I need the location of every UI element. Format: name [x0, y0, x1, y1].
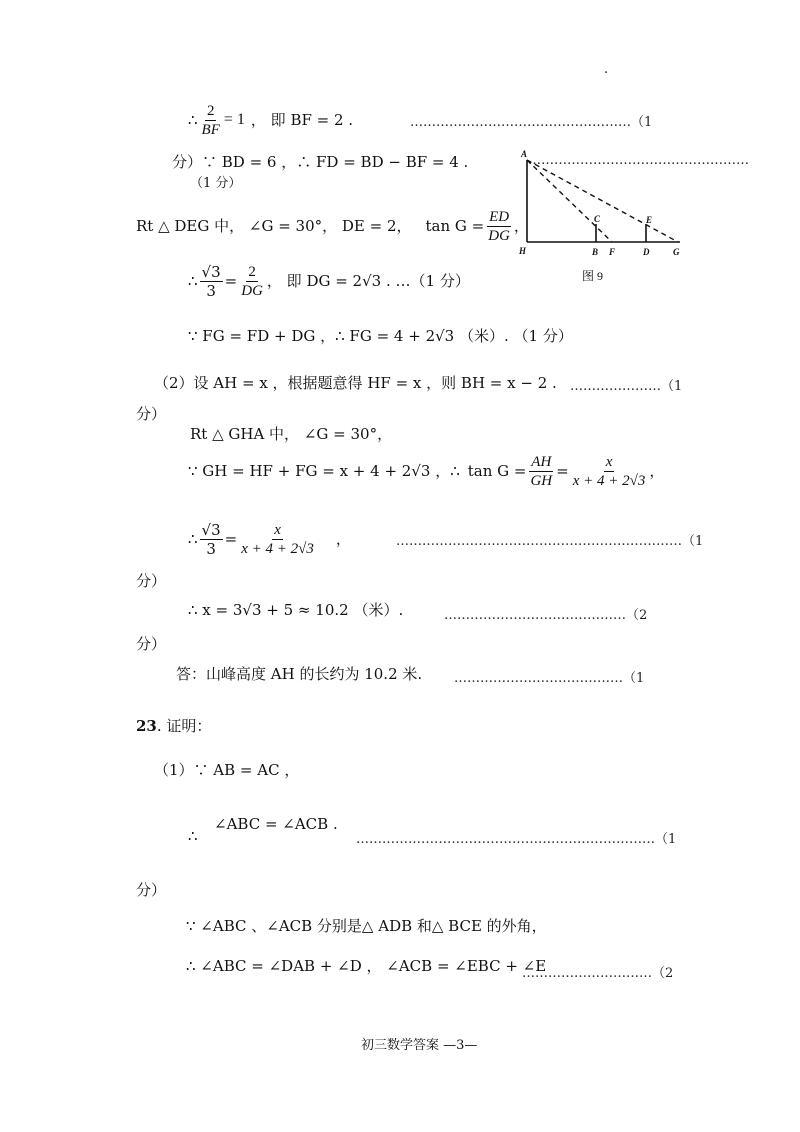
line-14: 分） [136, 635, 167, 653]
line-13: ∴ x = 3√3 + 5 ≈ 10.2 （米）. [188, 601, 404, 619]
line-4: Rt △ DEG 中， ∠G = 30°， DE = 2， tan G = $\frac{ED}{DG}$ ， [136, 208, 529, 244]
question-number: 23 [136, 717, 157, 735]
label-f: F [609, 247, 616, 257]
fraction-2-over-dg: $\frac{2}{DG}$ [241, 263, 263, 299]
label-d: D [643, 247, 650, 257]
label-h: H [519, 246, 527, 256]
fraction-sqrt3-over-3-b: $\frac{√3}{3}$ [201, 520, 221, 558]
line-20: ∵ ∠ABC 、∠ACB 分别是△ ADB 和△ BCE 的外角， [186, 917, 547, 935]
line-11: ∴ $\frac{√3}{3}$ = $\frac{x}{x + 4 + 2√3}$ ， [188, 520, 351, 558]
therefore-symbol: ∴ [188, 111, 198, 129]
line-10: ∵ GH = HF + FG = x + 4 + 2√3 ，∴ tan G = $\frac{AH}{GH}$ = $\frac{x}{x + 4 + 2√3}$ ， [188, 453, 665, 489]
line-16: 23. 证明： [136, 717, 212, 735]
score-leader-2: …………………………………………… [528, 153, 749, 168]
figure-caption: 图 9 [582, 269, 604, 283]
score-leader-21: …………………………（2 [522, 966, 674, 981]
fraction-x-over-sum: $\frac{x}{x + 4 + 2√3}$ [572, 453, 646, 489]
line-15: 答：山峰高度 AH 的长约为 10.2 米. [176, 665, 423, 683]
sight-line-af [527, 160, 612, 242]
line-18: ∠ABC = ∠ACB . [214, 815, 338, 833]
fraction-ah-over-gh: $\frac{AH}{GH}$ [530, 453, 553, 489]
line-3-score: （1 分） [190, 176, 242, 191]
score-leader-13: ……………………………………（2 [444, 608, 648, 623]
label-g: G [673, 247, 680, 257]
figure-9 [510, 148, 690, 288]
label-a: A [521, 149, 528, 159]
line-21: ∴ ∠ABC = ∠DAB + ∠D ， ∠ACB = ∠EBC + ∠E [186, 957, 547, 975]
line-18-symbol: ∴ [188, 827, 198, 845]
page-footer: 初三数学答案 —3— [361, 1038, 478, 1053]
fraction-sqrt3-over-3: $\frac{√3}{3}$ [201, 262, 221, 300]
line-1-conclusion: ， 即 BF = 2 . [250, 111, 354, 129]
line-8: 分） [136, 405, 167, 423]
line-9: Rt △ GHA 中， ∠G = 30°， [190, 425, 393, 443]
line-19: 分） [136, 881, 167, 899]
score-leader-15: …………………………………（1 [454, 671, 645, 686]
line-7: （2）设 AH = x ，根据题意得 HF = x ，则 BH = x − 2 . [154, 374, 557, 392]
line-1: ∴ $\frac{2}{BF}$ = 1 ， 即 BF = 2 . [188, 102, 354, 138]
fraction-2-over-bf: $\frac{2}{BF}$ [201, 102, 220, 138]
label-c: C [594, 214, 601, 224]
score-leader-1: ……………………………………………（1 [410, 115, 653, 130]
line-17: （1）∵ AB = AC ， [154, 761, 300, 779]
sight-line-ag [527, 160, 678, 242]
label-e: E [646, 215, 653, 225]
fraction-ed-over-dg: $\frac{ED}{DG}$ [488, 208, 510, 244]
score-leader-7: …………………（1 [570, 379, 683, 394]
line-2: 分）∵ BD = 6 ，∴ FD = BD − BF = 4 . [172, 153, 469, 171]
line-5: ∴ $\frac{√3}{3}$ = $\frac{2}{DG}$ ， 即 DG = 2√3 . …（1 分） [188, 262, 470, 300]
score-leader-18: ……………………………………………………………（1 [356, 832, 677, 847]
line-12: 分） [136, 572, 167, 590]
score-leader-11: …………………………………………………………（1 [396, 534, 704, 549]
fraction-x-over-sum-b: $\frac{x}{x + 4 + 2√3}$ [241, 521, 314, 557]
corner-mark: . [604, 62, 609, 77]
label-b: B [592, 247, 599, 257]
line-6: ∵ FG = FD + DG ，∴ FG = 4 + 2√3 （米）. （1 分） [188, 327, 573, 345]
